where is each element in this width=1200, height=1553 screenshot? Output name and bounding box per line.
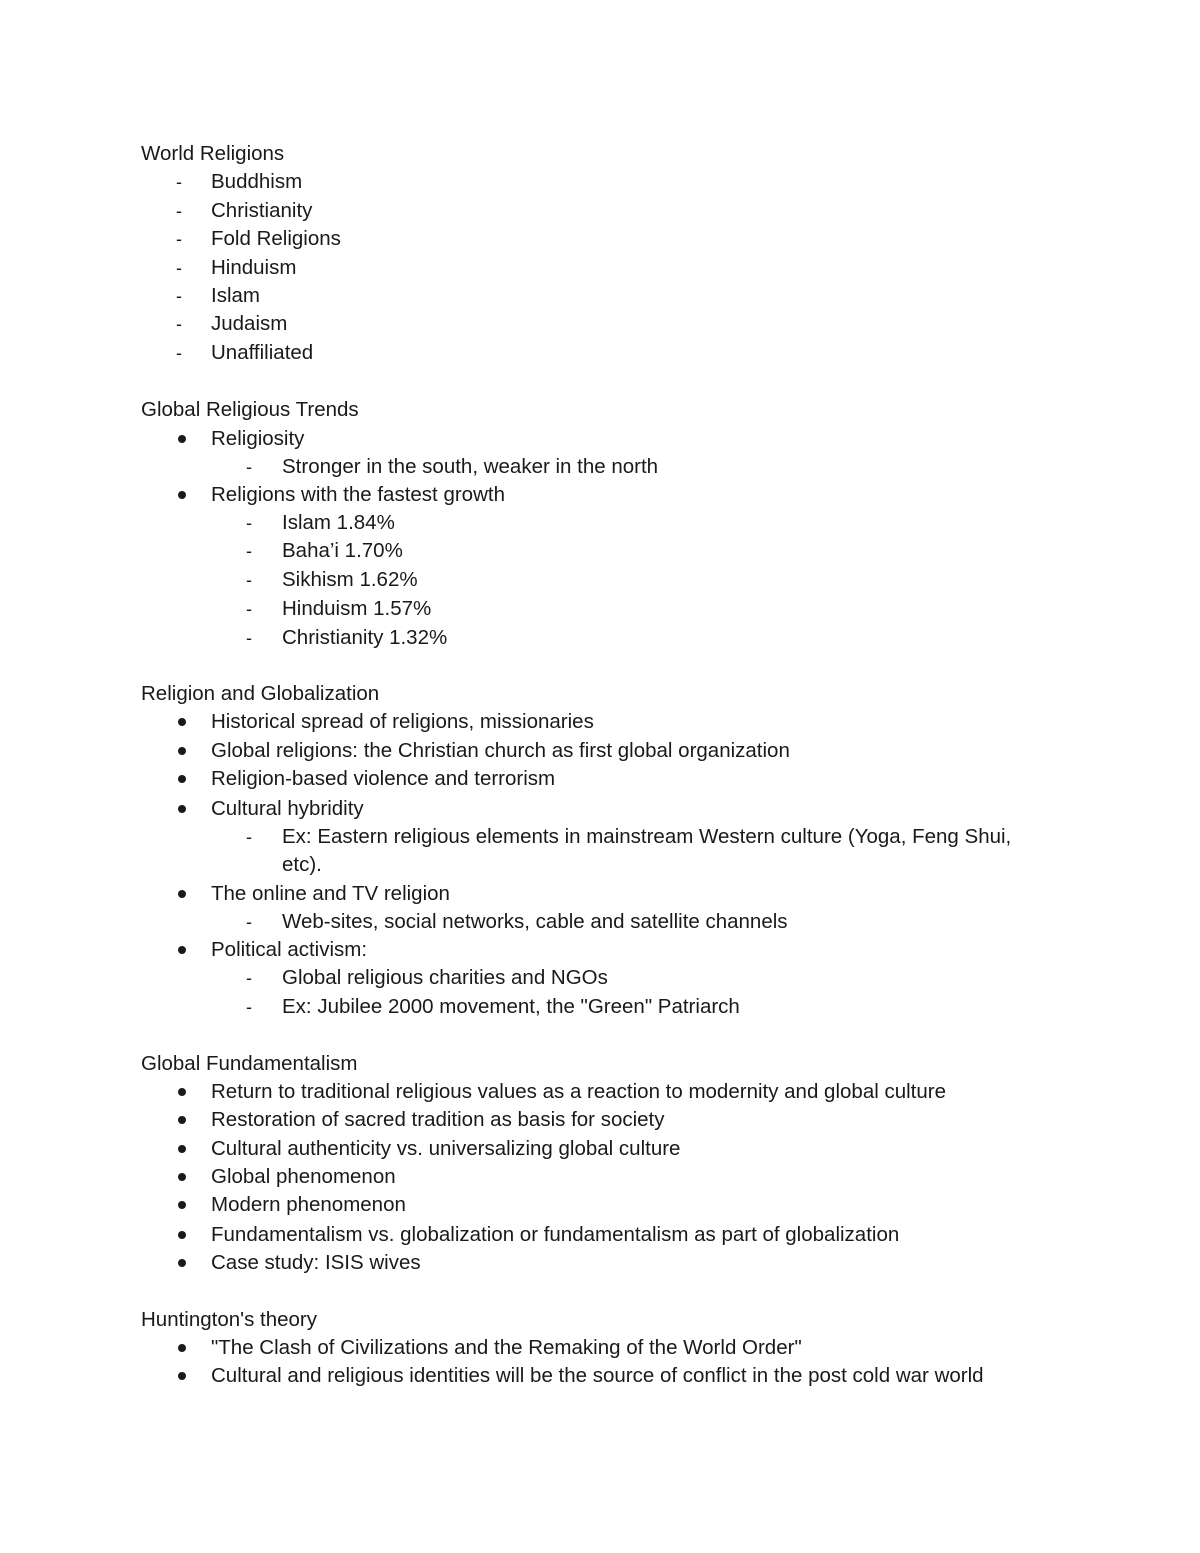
dash-marker: - [176,343,182,363]
dash-marker: - [246,599,252,619]
list-item: Religions with the fastest growth [211,483,505,506]
bullet-icon [178,1173,186,1181]
dash-marker: - [246,827,252,847]
bullet-marker [176,1336,196,1360]
list-item: Buddhism [211,170,303,193]
dash-marker: - [246,628,252,648]
list-item: Cultural authenticity vs. universalizing global culture [211,1137,681,1160]
list-item: Islam 1.84% [282,511,395,534]
section-heading-globalization: Religion and Globalization [141,682,380,705]
bullet-icon [178,747,186,755]
bullet-marker [176,483,196,507]
bullet-icon [178,946,186,954]
list-item-continuation: etc). [282,853,322,876]
list-item: Hinduism [211,256,297,279]
bullet-marker [176,1251,196,1275]
list-item: Stronger in the south, weaker in the north [282,455,659,478]
dash-marker: - [176,286,182,306]
bullet-icon [178,1145,186,1153]
bullet-marker [176,710,196,734]
list-item: Christianity [211,199,313,222]
bullet-icon [178,491,186,499]
bullet-icon [178,1344,186,1352]
bullet-icon [178,1231,186,1239]
section-heading-global-trends: Global Religious Trends [141,398,359,421]
dash-marker: - [246,541,252,561]
list-item: Political activism: [211,938,368,961]
list-item: Ex: Jubilee 2000 movement, the "Green" Patriarch [282,995,740,1018]
section-heading-world-religions: World Religions [141,142,285,165]
dash-marker: - [246,968,252,988]
bullet-icon [178,1372,186,1380]
list-item: The online and TV religion [211,882,450,905]
bullet-marker [176,882,196,906]
bullet-icon [178,718,186,726]
bullet-marker [176,1108,196,1132]
list-item: Modern phenomenon [211,1193,406,1216]
bullet-icon [178,1088,186,1096]
list-item: Hinduism 1.57% [282,597,432,620]
dash-marker: - [176,201,182,221]
list-item: Fold Religions [211,227,341,250]
list-item: Historical spread of religions, missionaries [211,710,594,733]
dash-marker: - [176,229,182,249]
list-item: Return to traditional religious values as a reaction to modernity and global culture [211,1080,946,1103]
list-item: "The Clash of Civilizations and the Remaking of the World Order" [211,1336,802,1359]
dash-marker: - [246,997,252,1017]
dash-marker: - [246,513,252,533]
bullet-marker [176,739,196,763]
bullet-icon [178,1259,186,1267]
bullet-icon [178,1201,186,1209]
bullet-icon [178,435,186,443]
list-item: Global phenomenon [211,1165,396,1188]
bullet-icon [178,805,186,813]
bullet-marker [176,938,196,962]
list-item: Sikhism 1.62% [282,568,418,591]
list-item: Unaffiliated [211,341,314,364]
bullet-icon [178,775,186,783]
dash-marker: - [246,457,252,477]
bullet-marker [176,1165,196,1189]
list-item: Web-sites, social networks, cable and satellite channels [282,910,788,933]
dash-marker: - [176,258,182,278]
list-item: Christianity 1.32% [282,626,448,649]
bullet-icon [178,1116,186,1124]
bullet-marker [176,427,196,451]
bullet-marker [176,1137,196,1161]
dash-marker: - [246,912,252,932]
bullet-icon [178,890,186,898]
list-item: Global religious charities and NGOs [282,966,608,989]
list-item: Islam [211,284,260,307]
bullet-marker [176,797,196,821]
list-item: Baha’i 1.70% [282,539,403,562]
bullet-marker [176,1080,196,1104]
section-heading-fundamentalism: Global Fundamentalism [141,1052,358,1075]
section-heading-huntington: Huntington's theory [141,1308,317,1331]
list-item: Ex: Eastern religious elements in mainstream Western culture (Yoga, Feng Shui, [282,825,1012,848]
bullet-marker [176,1223,196,1247]
dash-marker: - [176,172,182,192]
list-item: Global religions: the Christian church as first global organization [211,739,790,762]
list-item: Cultural hybridity [211,797,364,820]
list-item: Religion-based violence and terrorism [211,767,556,790]
dash-marker: - [176,314,182,334]
list-item: Cultural and religious identities will be the source of conflict in the post cold war world [211,1364,984,1387]
list-item: Case study: ISIS wives [211,1251,421,1274]
list-item: Fundamentalism vs. globalization or fundamentalism as part of globalization [211,1223,900,1246]
bullet-marker [176,1193,196,1217]
dash-marker: - [246,570,252,590]
list-item: Restoration of sacred tradition as basis for society [211,1108,665,1131]
list-item: Religiosity [211,427,305,450]
bullet-marker [176,767,196,791]
list-item: Judaism [211,312,288,335]
bullet-marker [176,1364,196,1388]
